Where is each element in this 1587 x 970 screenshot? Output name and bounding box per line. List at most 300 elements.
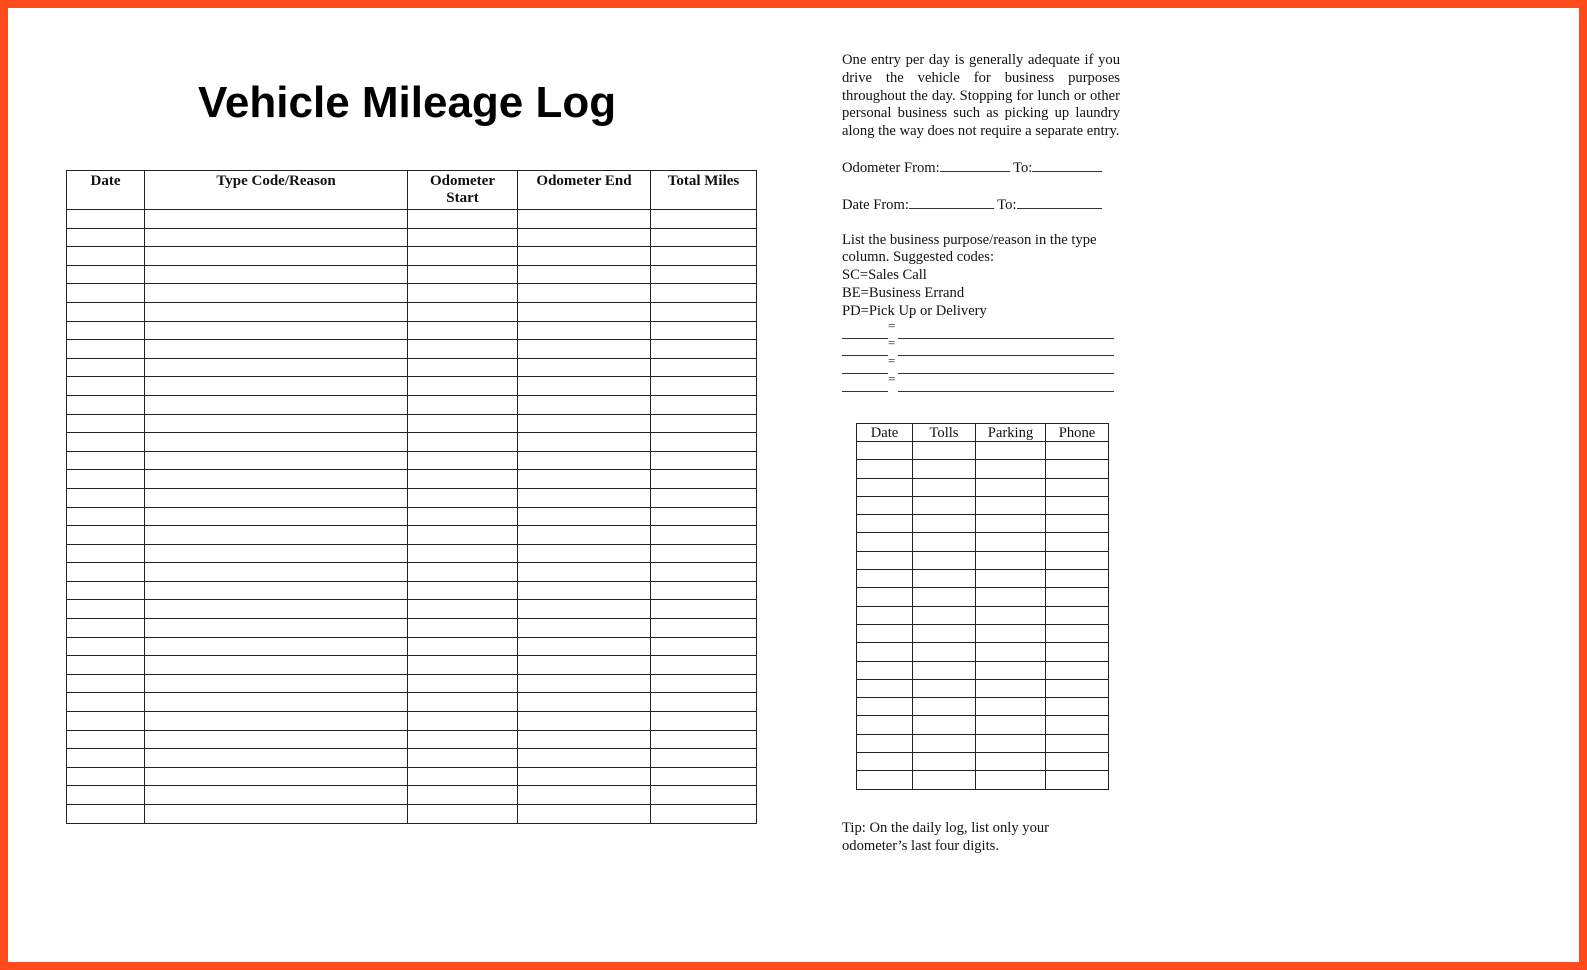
log-cell-odometer-start[interactable] xyxy=(408,340,518,359)
log-cell-odometer-start[interactable] xyxy=(408,544,518,563)
expense-row xyxy=(857,679,1109,697)
expense-header-row xyxy=(857,424,1109,442)
log-cell-odometer-end[interactable] xyxy=(518,637,651,656)
code-business-errand: BE=Business Errand xyxy=(842,284,965,301)
log-cell-odometer-end[interactable] xyxy=(518,526,651,545)
log-cell-date[interactable] xyxy=(67,321,145,340)
log-cell-total-miles[interactable] xyxy=(651,377,757,396)
log-cell-total-miles[interactable] xyxy=(651,693,757,712)
log-cell-date[interactable] xyxy=(67,619,145,638)
log-row xyxy=(67,674,757,693)
expense-cell-parking[interactable] xyxy=(976,734,1046,752)
expense-cell-parking[interactable] xyxy=(976,753,1046,771)
log-cell-total-miles[interactable] xyxy=(651,730,757,749)
expense-cell-tolls[interactable] xyxy=(913,771,976,789)
expense-row xyxy=(857,570,1109,588)
expense-cell-parking[interactable] xyxy=(976,460,1046,478)
log-cell-type-code[interactable] xyxy=(145,526,408,545)
expense-cell-parking[interactable] xyxy=(976,588,1046,606)
expense-cell-parking[interactable] xyxy=(976,478,1046,496)
log-cell-type-code[interactable] xyxy=(145,488,408,507)
log-cell-type-code[interactable] xyxy=(145,340,408,359)
log-cell-odometer-start[interactable] xyxy=(408,433,518,452)
expense-cell-date[interactable] xyxy=(857,771,913,789)
expense-cell-date[interactable] xyxy=(857,734,913,752)
log-cell-odometer-start[interactable] xyxy=(408,563,518,582)
expense-cell-parking[interactable] xyxy=(976,643,1046,661)
log-header-odometer-start xyxy=(408,171,518,210)
log-header-row xyxy=(67,171,757,210)
log-cell-date[interactable] xyxy=(67,674,145,693)
expense-cell-phone[interactable] xyxy=(1046,624,1109,642)
log-cell-total-miles[interactable] xyxy=(651,619,757,638)
expense-cell-phone[interactable] xyxy=(1046,753,1109,771)
log-cell-date[interactable] xyxy=(67,526,145,545)
log-cell-type-code[interactable] xyxy=(145,786,408,805)
log-row xyxy=(67,563,757,582)
expense-row xyxy=(857,643,1109,661)
log-cell-odometer-start[interactable] xyxy=(408,730,518,749)
log-cell-date[interactable] xyxy=(67,767,145,786)
log-cell-type-code[interactable] xyxy=(145,637,408,656)
log-cell-odometer-end[interactable] xyxy=(518,730,651,749)
log-cell-odometer-start[interactable] xyxy=(408,749,518,768)
custom-code-field[interactable] xyxy=(842,358,888,374)
log-cell-total-miles[interactable] xyxy=(651,581,757,600)
log-cell-type-code[interactable] xyxy=(145,284,408,303)
expense-cell-parking[interactable] xyxy=(976,661,1046,679)
expense-cell-tolls[interactable] xyxy=(913,643,976,661)
log-cell-date[interactable] xyxy=(67,656,145,675)
expense-cell-parking[interactable] xyxy=(976,442,1046,460)
log-cell-total-miles[interactable] xyxy=(651,767,757,786)
log-cell-odometer-end[interactable] xyxy=(518,470,651,489)
log-cell-odometer-start[interactable] xyxy=(408,488,518,507)
log-row xyxy=(67,395,757,414)
log-cell-odometer-start[interactable] xyxy=(408,395,518,414)
expense-cell-phone[interactable] xyxy=(1046,570,1109,588)
expense-row xyxy=(857,460,1109,478)
date-range-line xyxy=(842,195,1120,215)
log-cell-total-miles[interactable] xyxy=(651,526,757,545)
expense-cell-parking[interactable] xyxy=(976,698,1046,716)
expense-cell-date[interactable] xyxy=(857,478,913,496)
log-cell-date[interactable] xyxy=(67,693,145,712)
log-cell-odometer-end[interactable] xyxy=(518,228,651,247)
expense-cell-tolls[interactable] xyxy=(913,679,976,697)
log-cell-odometer-start[interactable] xyxy=(408,414,518,433)
expense-header-parking: Parking xyxy=(976,424,1046,442)
expense-cell-parking[interactable] xyxy=(976,624,1046,642)
expense-row xyxy=(857,478,1109,496)
date-from-label: Date From: xyxy=(842,196,909,213)
expense-cell-parking[interactable] xyxy=(976,533,1046,551)
expense-cell-date[interactable] xyxy=(857,716,913,734)
log-cell-type-code[interactable] xyxy=(145,210,408,229)
log-cell-odometer-start[interactable] xyxy=(408,451,518,470)
log-row xyxy=(67,712,757,731)
log-cell-odometer-end[interactable] xyxy=(518,656,651,675)
log-cell-odometer-end[interactable] xyxy=(518,600,651,619)
custom-code-description-field[interactable] xyxy=(898,323,1114,339)
log-cell-total-miles[interactable] xyxy=(651,674,757,693)
log-cell-date[interactable] xyxy=(67,749,145,768)
expense-row xyxy=(857,533,1109,551)
expense-cell-date[interactable] xyxy=(857,588,913,606)
log-cell-odometer-start[interactable] xyxy=(408,377,518,396)
log-cell-odometer-end[interactable] xyxy=(518,749,651,768)
log-cell-total-miles[interactable] xyxy=(651,507,757,526)
log-cell-total-miles[interactable] xyxy=(651,414,757,433)
log-cell-odometer-start[interactable] xyxy=(408,805,518,824)
log-row xyxy=(67,488,757,507)
log-cell-total-miles[interactable] xyxy=(651,265,757,284)
log-cell-type-code[interactable] xyxy=(145,674,408,693)
log-cell-total-miles[interactable] xyxy=(651,358,757,377)
log-cell-odometer-start[interactable] xyxy=(408,674,518,693)
expense-cell-tolls[interactable] xyxy=(913,588,976,606)
log-cell-odometer-end[interactable] xyxy=(518,210,651,229)
expense-body xyxy=(857,442,1109,790)
log-cell-total-miles[interactable] xyxy=(651,749,757,768)
log-cell-date[interactable] xyxy=(67,712,145,731)
expense-cell-parking[interactable] xyxy=(976,551,1046,569)
log-cell-odometer-end[interactable] xyxy=(518,321,651,340)
log-row xyxy=(67,730,757,749)
expense-cell-phone[interactable] xyxy=(1046,679,1109,697)
expense-cell-phone[interactable] xyxy=(1046,460,1109,478)
expense-cell-parking[interactable] xyxy=(976,679,1046,697)
log-cell-type-code[interactable] xyxy=(145,414,408,433)
log-cell-date[interactable] xyxy=(67,414,145,433)
log-cell-date[interactable] xyxy=(67,228,145,247)
log-cell-odometer-start[interactable] xyxy=(408,600,518,619)
log-cell-odometer-start[interactable] xyxy=(408,470,518,489)
expense-row xyxy=(857,496,1109,514)
expense-cell-tolls[interactable] xyxy=(913,515,976,533)
log-cell-odometer-start[interactable] xyxy=(408,712,518,731)
log-cell-date[interactable] xyxy=(67,544,145,563)
log-cell-odometer-end[interactable] xyxy=(518,433,651,452)
log-cell-odometer-end[interactable] xyxy=(518,451,651,470)
log-cell-date[interactable] xyxy=(67,210,145,229)
log-cell-date[interactable] xyxy=(67,730,145,749)
custom-code-line xyxy=(842,353,1120,376)
log-cell-type-code[interactable] xyxy=(145,377,408,396)
log-cell-odometer-start[interactable] xyxy=(408,228,518,247)
log-cell-type-code[interactable] xyxy=(145,656,408,675)
log-cell-odometer-end[interactable] xyxy=(518,712,651,731)
log-cell-date[interactable] xyxy=(67,470,145,489)
expense-cell-phone[interactable] xyxy=(1046,551,1109,569)
custom-code-equals: = xyxy=(888,370,896,386)
custom-code-line xyxy=(842,335,1120,358)
expense-cell-tolls[interactable] xyxy=(913,442,976,460)
expense-cell-tolls[interactable] xyxy=(913,734,976,752)
log-cell-odometer-start[interactable] xyxy=(408,656,518,675)
log-cell-type-code[interactable] xyxy=(145,730,408,749)
odometer-from-field[interactable] xyxy=(940,158,1010,172)
custom-code-field[interactable] xyxy=(842,340,888,356)
log-cell-total-miles[interactable] xyxy=(651,656,757,675)
expense-cell-date[interactable] xyxy=(857,698,913,716)
codes-intro: List the business purpose/reason in the type column. Suggested codes: xyxy=(842,231,1097,266)
log-cell-date[interactable] xyxy=(67,284,145,303)
expense-cell-parking[interactable] xyxy=(976,570,1046,588)
log-cell-total-miles[interactable] xyxy=(651,488,757,507)
expense-cell-date[interactable] xyxy=(857,551,913,569)
log-cell-total-miles[interactable] xyxy=(651,228,757,247)
expense-row xyxy=(857,588,1109,606)
custom-code-field[interactable] xyxy=(842,323,888,339)
log-cell-type-code[interactable] xyxy=(145,712,408,731)
log-cell-odometer-start[interactable] xyxy=(408,247,518,266)
expense-cell-parking[interactable] xyxy=(976,771,1046,789)
custom-code-description-field[interactable] xyxy=(898,376,1114,392)
log-cell-date[interactable] xyxy=(67,302,145,321)
log-cell-type-code[interactable] xyxy=(145,563,408,582)
log-cell-date[interactable] xyxy=(67,488,145,507)
expense-cell-phone[interactable] xyxy=(1046,515,1109,533)
expense-cell-date[interactable] xyxy=(857,661,913,679)
log-cell-odometer-end[interactable] xyxy=(518,340,651,359)
log-cell-date[interactable] xyxy=(67,395,145,414)
log-cell-date[interactable] xyxy=(67,805,145,824)
log-cell-total-miles[interactable] xyxy=(651,470,757,489)
log-cell-odometer-start[interactable] xyxy=(408,581,518,600)
expense-cell-date[interactable] xyxy=(857,643,913,661)
log-cell-odometer-start[interactable] xyxy=(408,302,518,321)
log-cell-date[interactable] xyxy=(67,358,145,377)
log-cell-odometer-start[interactable] xyxy=(408,284,518,303)
log-header-type-code: Type Code/Reason xyxy=(145,171,408,210)
expense-cell-parking[interactable] xyxy=(976,496,1046,514)
log-cell-odometer-start[interactable] xyxy=(408,358,518,377)
expense-cell-date[interactable] xyxy=(857,496,913,514)
log-cell-odometer-end[interactable] xyxy=(518,786,651,805)
expense-cell-phone[interactable] xyxy=(1046,606,1109,624)
log-cell-date[interactable] xyxy=(67,637,145,656)
expense-cell-phone[interactable] xyxy=(1046,643,1109,661)
expense-cell-phone[interactable] xyxy=(1046,588,1109,606)
expense-row xyxy=(857,753,1109,771)
log-cell-odometer-end[interactable] xyxy=(518,488,651,507)
log-cell-total-miles[interactable] xyxy=(651,210,757,229)
expense-cell-phone[interactable] xyxy=(1046,698,1109,716)
expense-cell-tolls[interactable] xyxy=(913,606,976,624)
log-cell-date[interactable] xyxy=(67,581,145,600)
log-row xyxy=(67,526,757,545)
log-cell-total-miles[interactable] xyxy=(651,247,757,266)
log-cell-type-code[interactable] xyxy=(145,265,408,284)
expense-cell-phone[interactable] xyxy=(1046,496,1109,514)
expense-row xyxy=(857,716,1109,734)
log-row xyxy=(67,414,757,433)
odometer-to-label: To: xyxy=(1013,159,1033,176)
log-cell-total-miles[interactable] xyxy=(651,712,757,731)
log-row xyxy=(67,656,757,675)
expense-row xyxy=(857,442,1109,460)
expense-cell-phone[interactable] xyxy=(1046,734,1109,752)
log-cell-type-code[interactable] xyxy=(145,451,408,470)
expense-row xyxy=(857,606,1109,624)
expense-cell-phone[interactable] xyxy=(1046,716,1109,734)
expense-cell-tolls[interactable] xyxy=(913,698,976,716)
log-cell-odometer-end[interactable] xyxy=(518,265,651,284)
expense-cell-date[interactable] xyxy=(857,533,913,551)
expense-cell-parking[interactable] xyxy=(976,606,1046,624)
expense-cell-date[interactable] xyxy=(857,442,913,460)
log-cell-odometer-end[interactable] xyxy=(518,247,651,266)
log-cell-odometer-end[interactable] xyxy=(518,358,651,377)
log-cell-type-code[interactable] xyxy=(145,544,408,563)
log-cell-odometer-end[interactable] xyxy=(518,395,651,414)
log-cell-type-code[interactable] xyxy=(145,395,408,414)
log-cell-odometer-start[interactable] xyxy=(408,767,518,786)
log-cell-odometer-end[interactable] xyxy=(518,619,651,638)
log-cell-total-miles[interactable] xyxy=(651,544,757,563)
log-cell-type-code[interactable] xyxy=(145,358,408,377)
custom-code-field[interactable] xyxy=(842,376,888,392)
log-cell-type-code[interactable] xyxy=(145,693,408,712)
log-cell-odometer-end[interactable] xyxy=(518,507,651,526)
log-cell-date[interactable] xyxy=(67,340,145,359)
log-cell-type-code[interactable] xyxy=(145,302,408,321)
log-cell-odometer-start[interactable] xyxy=(408,637,518,656)
log-cell-odometer-start[interactable] xyxy=(408,507,518,526)
expense-cell-phone[interactable] xyxy=(1046,442,1109,460)
log-cell-date[interactable] xyxy=(67,600,145,619)
expense-row xyxy=(857,698,1109,716)
expense-cell-date[interactable] xyxy=(857,606,913,624)
log-cell-total-miles[interactable] xyxy=(651,433,757,452)
log-cell-date[interactable] xyxy=(67,265,145,284)
log-cell-total-miles[interactable] xyxy=(651,340,757,359)
expense-cell-tolls[interactable] xyxy=(913,624,976,642)
log-cell-type-code[interactable] xyxy=(145,228,408,247)
date-to-field[interactable] xyxy=(1017,195,1102,209)
log-cell-odometer-end[interactable] xyxy=(518,674,651,693)
expense-cell-tolls[interactable] xyxy=(913,496,976,514)
expense-cell-phone[interactable] xyxy=(1046,478,1109,496)
log-cell-total-miles[interactable] xyxy=(651,451,757,470)
expense-cell-tolls[interactable] xyxy=(913,478,976,496)
log-body xyxy=(67,210,757,824)
log-cell-total-miles[interactable] xyxy=(651,395,757,414)
expense-cell-tolls[interactable] xyxy=(913,551,976,569)
log-cell-type-code[interactable] xyxy=(145,581,408,600)
log-cell-odometer-end[interactable] xyxy=(518,805,651,824)
expense-cell-tolls[interactable] xyxy=(913,661,976,679)
expense-cell-tolls[interactable] xyxy=(913,460,976,478)
log-cell-total-miles[interactable] xyxy=(651,563,757,582)
log-cell-odometer-end[interactable] xyxy=(518,284,651,303)
log-row xyxy=(67,805,757,824)
log-cell-odometer-end[interactable] xyxy=(518,563,651,582)
expense-cell-phone[interactable] xyxy=(1046,533,1109,551)
log-cell-odometer-end[interactable] xyxy=(518,581,651,600)
log-cell-odometer-start[interactable] xyxy=(408,321,518,340)
log-cell-date[interactable] xyxy=(67,563,145,582)
expense-cell-phone[interactable] xyxy=(1046,661,1109,679)
expense-cell-date[interactable] xyxy=(857,679,913,697)
log-header-odometer-start-text: Odometer Start xyxy=(430,173,495,206)
expense-cell-parking[interactable] xyxy=(976,716,1046,734)
date-from-field[interactable] xyxy=(909,195,994,209)
expense-cell-phone[interactable] xyxy=(1046,771,1109,789)
log-cell-odometer-end[interactable] xyxy=(518,693,651,712)
log-cell-odometer-start[interactable] xyxy=(408,786,518,805)
log-cell-odometer-start[interactable] xyxy=(408,693,518,712)
log-cell-total-miles[interactable] xyxy=(651,600,757,619)
expense-cell-date[interactable] xyxy=(857,515,913,533)
log-cell-total-miles[interactable] xyxy=(651,321,757,340)
expense-cell-tolls[interactable] xyxy=(913,716,976,734)
log-cell-date[interactable] xyxy=(67,377,145,396)
log-cell-total-miles[interactable] xyxy=(651,284,757,303)
log-cell-date[interactable] xyxy=(67,247,145,266)
expense-cell-date[interactable] xyxy=(857,624,913,642)
expense-cell-tolls[interactable] xyxy=(913,753,976,771)
log-cell-date[interactable] xyxy=(67,433,145,452)
log-cell-total-miles[interactable] xyxy=(651,805,757,824)
log-row xyxy=(67,749,757,768)
expense-cell-parking[interactable] xyxy=(976,515,1046,533)
date-to-label: To: xyxy=(997,196,1017,213)
log-cell-type-code[interactable] xyxy=(145,805,408,824)
log-cell-type-code[interactable] xyxy=(145,507,408,526)
odometer-from-label: Odometer From: xyxy=(842,159,940,176)
custom-code-description-field[interactable] xyxy=(898,340,1114,356)
log-cell-type-code[interactable] xyxy=(145,600,408,619)
odometer-to-field[interactable] xyxy=(1032,158,1102,172)
expense-cell-date[interactable] xyxy=(857,460,913,478)
log-cell-total-miles[interactable] xyxy=(651,302,757,321)
expense-cell-tolls[interactable] xyxy=(913,570,976,588)
log-cell-odometer-end[interactable] xyxy=(518,414,651,433)
log-cell-total-miles[interactable] xyxy=(651,637,757,656)
log-cell-odometer-end[interactable] xyxy=(518,767,651,786)
expense-cell-tolls[interactable] xyxy=(913,533,976,551)
log-cell-odometer-start[interactable] xyxy=(408,265,518,284)
log-cell-total-miles[interactable] xyxy=(651,786,757,805)
log-row xyxy=(67,544,757,563)
log-cell-type-code[interactable] xyxy=(145,321,408,340)
log-cell-date[interactable] xyxy=(67,451,145,470)
log-cell-type-code[interactable] xyxy=(145,767,408,786)
log-cell-odometer-end[interactable] xyxy=(518,377,651,396)
log-cell-date[interactable] xyxy=(67,507,145,526)
expense-cell-date[interactable] xyxy=(857,570,913,588)
custom-code-description-field[interactable] xyxy=(898,358,1114,374)
log-cell-odometer-end[interactable] xyxy=(518,302,651,321)
expense-row xyxy=(857,661,1109,679)
log-row xyxy=(67,786,757,805)
log-cell-type-code[interactable] xyxy=(145,470,408,489)
log-cell-date[interactable] xyxy=(67,786,145,805)
log-cell-odometer-end[interactable] xyxy=(518,544,651,563)
code-pickup-delivery: PD=Pick Up or Delivery xyxy=(842,302,987,319)
log-cell-odometer-start[interactable] xyxy=(408,619,518,638)
log-cell-type-code[interactable] xyxy=(145,619,408,638)
expense-cell-date[interactable] xyxy=(857,753,913,771)
log-row xyxy=(67,433,757,452)
log-cell-odometer-start[interactable] xyxy=(408,210,518,229)
log-cell-type-code[interactable] xyxy=(145,433,408,452)
log-cell-type-code[interactable] xyxy=(145,749,408,768)
log-cell-type-code[interactable] xyxy=(145,247,408,266)
log-cell-odometer-start[interactable] xyxy=(408,526,518,545)
